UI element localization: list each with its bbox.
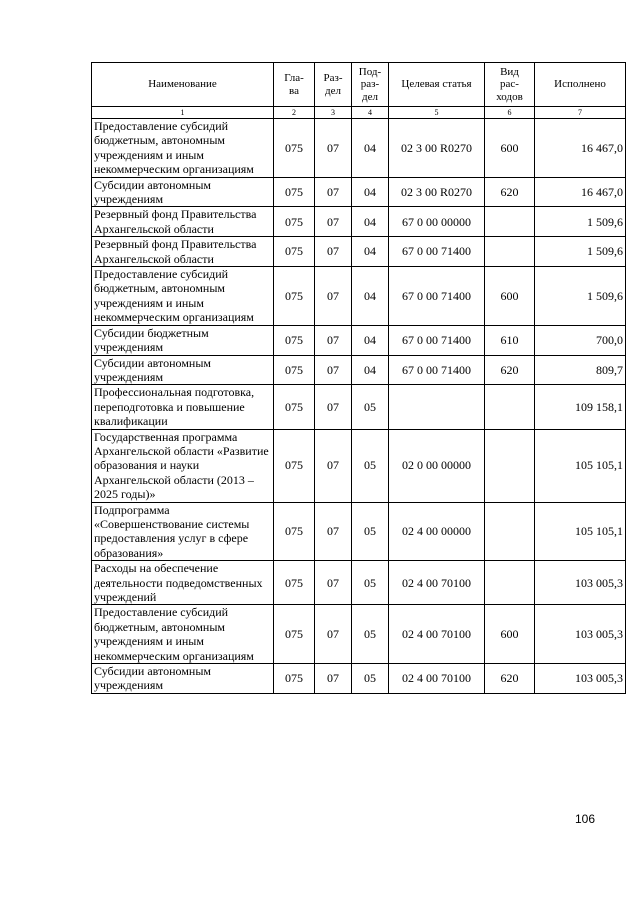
cell-subsection: 05 [352,502,389,561]
cell-section: 07 [315,177,352,207]
cell-section: 07 [315,664,352,694]
cell-target: 67 0 00 71400 [389,325,485,355]
table-row [92,325,626,355]
header-name: Наименование [92,63,274,107]
table-row [92,664,626,694]
cell-executed: 105 105,1 [535,502,626,561]
budget-table [91,62,626,694]
column-number: 2 [274,107,315,119]
cell-chapter: 075 [274,207,315,237]
cell-subsection: 04 [352,267,389,326]
cell-chapter: 075 [274,267,315,326]
cell-subsection: 04 [352,355,389,385]
cell-target: 02 4 00 70100 [389,561,485,605]
cell-executed: 103 005,3 [535,664,626,694]
cell-section: 07 [315,207,352,237]
table-body [92,119,626,694]
cell-target: 02 4 00 70100 [389,605,485,664]
cell-chapter: 075 [274,561,315,605]
cell-target: 02 3 00 R0270 [389,119,485,178]
cell-subsection: 05 [352,561,389,605]
cell-expense-type [485,207,535,237]
table-row [92,119,626,178]
cell-chapter: 075 [274,664,315,694]
cell-executed: 1 509,6 [535,207,626,237]
cell-expense-type: 620 [485,664,535,694]
cell-subsection: 05 [352,605,389,664]
cell-expense-type: 620 [485,355,535,385]
cell-expense-type [485,385,535,429]
cell-expense-type [485,429,535,502]
column-number-row [92,107,626,119]
cell-executed: 700,0 [535,325,626,355]
cell-chapter: 075 [274,605,315,664]
cell-subsection: 04 [352,237,389,267]
cell-name: Субсидии автономным учреждениям [92,355,274,385]
cell-chapter: 075 [274,429,315,502]
table-row [92,385,626,429]
cell-subsection: 04 [352,177,389,207]
header-executed: Исполнено [535,63,626,107]
header-expense-type: Вид рас- ходов [485,63,535,107]
cell-executed: 105 105,1 [535,429,626,502]
cell-chapter: 075 [274,119,315,178]
cell-name: Резервный фонд Правительства Архангельской области [92,237,274,267]
cell-name: Расходы на обеспечение деятельности подведомственных учреждений [92,561,274,605]
cell-target: 67 0 00 00000 [389,207,485,237]
header-section: Раз- дел [315,63,352,107]
cell-name: Профессиональная подготовка, переподготовка и повышение квалификации [92,385,274,429]
cell-name: Предоставление субсидий бюджетным, автономным учреждениям и иным некоммерческим организациям [92,605,274,664]
cell-section: 07 [315,237,352,267]
page-number: 106 [574,812,596,826]
cell-name: Государственная программа Архангельской области «Развитие образования и науки Архангельской области (2013 – 2025 годы)» [92,429,274,502]
cell-expense-type: 610 [485,325,535,355]
table-header-row [92,63,626,107]
cell-expense-type: 600 [485,267,535,326]
cell-executed: 1 509,6 [535,267,626,326]
column-number: 5 [389,107,485,119]
cell-subsection: 05 [352,664,389,694]
table-row [92,237,626,267]
column-number: 3 [315,107,352,119]
cell-subsection: 04 [352,207,389,237]
cell-target: 67 0 00 71400 [389,267,485,326]
column-number: 1 [92,107,274,119]
cell-expense-type: 600 [485,119,535,178]
cell-target: 02 3 00 R0270 [389,177,485,207]
cell-target: 02 0 00 00000 [389,429,485,502]
table-row [92,502,626,561]
cell-subsection: 04 [352,119,389,178]
table-row [92,561,626,605]
cell-executed: 109 158,1 [535,385,626,429]
cell-expense-type: 620 [485,177,535,207]
cell-target: 67 0 00 71400 [389,237,485,267]
table-row [92,355,626,385]
cell-executed: 809,7 [535,355,626,385]
cell-target [389,385,485,429]
table-row [92,207,626,237]
cell-section: 07 [315,605,352,664]
cell-name: Резервный фонд Правительства Архангельской области [92,207,274,237]
cell-target: 02 4 00 70100 [389,664,485,694]
cell-section: 07 [315,561,352,605]
cell-chapter: 075 [274,177,315,207]
cell-expense-type [485,502,535,561]
cell-section: 07 [315,267,352,326]
column-number: 7 [535,107,626,119]
cell-subsection: 05 [352,385,389,429]
cell-executed: 16 467,0 [535,177,626,207]
header-target: Целевая статья [389,63,485,107]
cell-expense-type [485,237,535,267]
cell-chapter: 075 [274,385,315,429]
cell-subsection: 04 [352,325,389,355]
table-row [92,429,626,502]
header-chapter: Гла- ва [274,63,315,107]
cell-chapter: 075 [274,502,315,561]
cell-section: 07 [315,325,352,355]
cell-section: 07 [315,355,352,385]
cell-section: 07 [315,119,352,178]
table-row [92,177,626,207]
column-number: 4 [352,107,389,119]
cell-name: Предоставление субсидий бюджетным, автономным учреждениям и иным некоммерческим организациям [92,267,274,326]
cell-target: 67 0 00 71400 [389,355,485,385]
cell-executed: 1 509,6 [535,237,626,267]
cell-chapter: 075 [274,237,315,267]
cell-name: Субсидии бюджетным учреждениям [92,325,274,355]
cell-chapter: 075 [274,355,315,385]
cell-name: Субсидии автономным учреждениям [92,177,274,207]
table-row [92,605,626,664]
cell-executed: 103 005,3 [535,561,626,605]
cell-section: 07 [315,385,352,429]
cell-name: Предоставление субсидий бюджетным, автономным учреждениям и иным некоммерческим организациям [92,119,274,178]
cell-section: 07 [315,502,352,561]
cell-chapter: 075 [274,325,315,355]
cell-name: Подпрограмма «Совершенствование системы предоставления услуг в сфере образования» [92,502,274,561]
cell-executed: 103 005,3 [535,605,626,664]
cell-section: 07 [315,429,352,502]
cell-expense-type [485,561,535,605]
cell-subsection: 05 [352,429,389,502]
cell-target: 02 4 00 00000 [389,502,485,561]
column-number: 6 [485,107,535,119]
cell-expense-type: 600 [485,605,535,664]
header-subsection: Под- раз- дел [352,63,389,107]
table-row [92,267,626,326]
cell-name: Субсидии автономным учреждениям [92,664,274,694]
cell-executed: 16 467,0 [535,119,626,178]
